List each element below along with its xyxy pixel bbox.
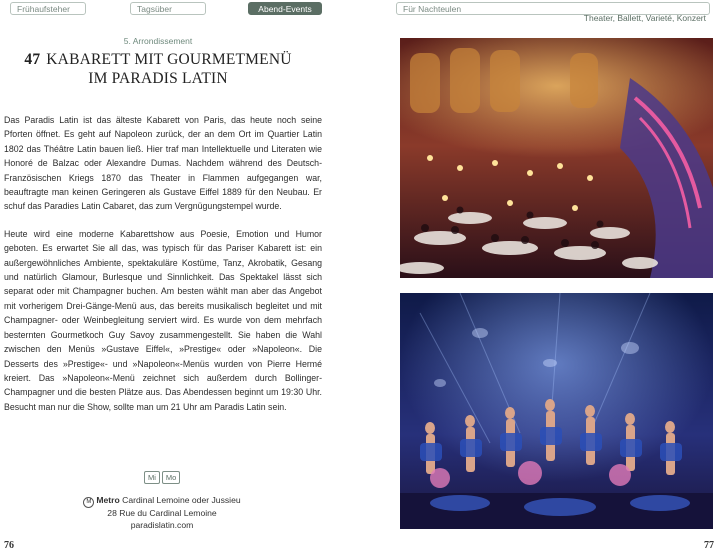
title-line-1: KABARETT MIT GOURMETMENÜ	[46, 51, 292, 68]
paragraph-show: Heute wird eine moderne Kabarettshow aus Poesie, Emotion und Humor geboten. Es erwartet Sie all das, was typisch für das Pariser Kabarett ist: ein außergewöhnliches Ambiente, spektakuläre Kostüme, Tanz, Akrobatik, Gesang und natürlich Glamour, Burlesque und Sinnlichkeit. Das Spektakel lässt sich separat oder mit Champagner buchen. Am besten wählt man aber das Angebot mit vorherigem Drei-Gänge-Menü aus, das bereits musikalisch begleitet und mit Champagner- oder Weinbegleitung serviert wird. Es wurde von dem mehrfach besternten Gourmetkoch Guy Savoy zusammengestellt. Sie haben die Wahl zwischen den Menüs »Gustave Eiffel«, »Prestige« oder »Napoleon«. Die Desserts des »Prestige«- und »Napoleon«-Menüs wurden von Pierre Hermé kreiert. Das »Napoleon«-Menü zeichnet sich außerdem durch Bollinger-Champagner und die besten Plätze aus. Das Abendessen beginnt um 19:30 Uhr. Besucht man nur die Show, sollte man um 21 Uhr am Paradis Latin sein.	[4, 228, 322, 412]
photo-theater-interior	[400, 38, 713, 278]
page-number-right: 77	[704, 540, 714, 551]
day-tag: Mo	[162, 471, 180, 484]
tab-tagsueber[interactable]: Tagsüber	[130, 2, 206, 15]
metro-label: Metro	[96, 495, 120, 505]
tab-fruehaufsteher[interactable]: Frühaufsteher	[10, 2, 86, 15]
entry-body	[4, 113, 322, 414]
photo-cabaret-dancers	[400, 293, 713, 529]
paragraph-history: Das Paradis Latin ist das älteste Kabarett von Paris, das heute noch seine Pforten öffnet. Es geht auf Napoleon zurück, der an dem Ort im Quartier Latin 1802 das Théâtre Latin bauen ließ. Hier traf man Intellektuelle und Literaten wie Honoré de Balzac oder Alexandre Dumas. Nachdem während des Deutsch-Französischen Kriegs 1870 das Theater in Flammen aufgegangen war, beauftragte man keinen Geringeren als Gustave Eiffel 1889 für den Neubau. Er schuf das Paradies Latin Cabaret, das zum Vergnügungstempel wurde.	[4, 115, 322, 212]
website-link[interactable]: paradislatin.com	[130, 519, 194, 530]
metro-stations: Cardinal Lemoine oder Jussieu	[122, 495, 241, 505]
entry-title	[0, 50, 316, 88]
tab-fuer-nachteulen[interactable]: Für Nachteulen	[396, 2, 710, 15]
page-number-left: 76	[4, 540, 14, 551]
category-label: Theater, Ballett, Varieté, Konzert	[583, 13, 706, 23]
info-block	[62, 495, 262, 531]
entry-number: 47	[24, 51, 41, 68]
day-tag: Mi	[144, 471, 160, 484]
arrondissement-label: 5. Arrondissement	[123, 36, 193, 46]
title-line-2: IM PARADIS LATIN	[88, 70, 228, 87]
opening-days	[144, 471, 180, 484]
tab-abend-events[interactable]: Abend-Events	[248, 2, 322, 15]
metro-icon: M	[83, 497, 94, 508]
address: 28 Rue du Cardinal Lemoine	[107, 508, 217, 518]
